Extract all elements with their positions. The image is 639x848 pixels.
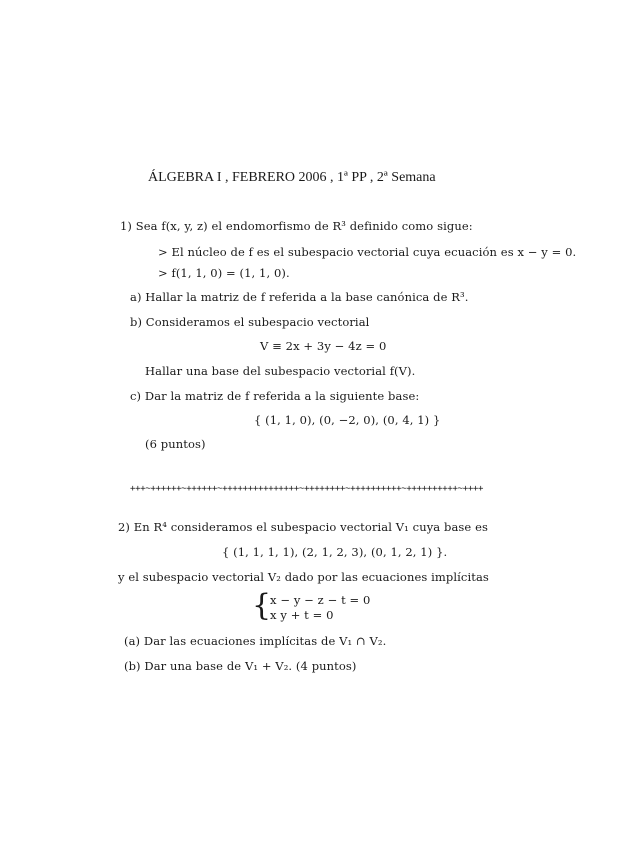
q1-part-c: c) Dar la matriz de f referida a la siguiente base: xyxy=(130,389,420,403)
q1-intro: 1) Sea f(x, y, z) el endomorfismo de R³ definido como sigue: xyxy=(120,219,473,233)
q2-intro: 2) En R⁴ consideramos el subespacio vectorial V₁ cuya base es xyxy=(118,520,488,534)
q1-condition-2: > f(1, 1, 0) = (1, 1, 0). xyxy=(158,266,290,280)
q1-points: (6 puntos) xyxy=(145,437,206,451)
system-brace: { xyxy=(252,588,272,623)
q1-condition-1: > El núcleo de f es el subespacio vectorial cuya ecuación es x − y = 0. xyxy=(158,245,577,259)
q1-part-b-task: Hallar una base del subespacio vectorial f(V). xyxy=(145,364,416,378)
q2-basis: { (1, 1, 1, 1), (2, 1, 2, 3), (0, 1, 2, 1) }. xyxy=(222,545,448,559)
q1-part-c-basis: { (1, 1, 0), (0, −2, 0), (0, 4, 1) } xyxy=(254,413,441,427)
q2-equation-2: x y + t = 0 xyxy=(270,608,334,622)
separator-line: +++~++++++~++++++~+++++++++++++++~++++++++~++++++++++~++++++++++~++++ xyxy=(130,484,484,494)
q1-part-b: b) Consideramos el subespacio vectorial xyxy=(130,315,370,329)
q1-part-a: a) Hallar la matriz de f referida a la base canónica de R³. xyxy=(130,290,469,304)
q2-equation-1: x − y − z − t = 0 xyxy=(270,593,371,607)
q2-part-a: (a) Dar las ecuaciones implícitas de V₁ ∩ V₂. xyxy=(124,634,387,648)
q1-part-b-equation: V ≡ 2x + 3y − 4z = 0 xyxy=(260,339,387,353)
q2-part-b: (b) Dar una base de V₁ + V₂. (4 puntos) xyxy=(124,659,357,673)
page-title: ÁLGEBRA I , FEBRERO 2006 , 1ª PP , 2ª Semana xyxy=(148,170,436,185)
q2-line-2: y el subespacio vectorial V₂ dado por las ecuaciones implícitas xyxy=(118,570,489,584)
